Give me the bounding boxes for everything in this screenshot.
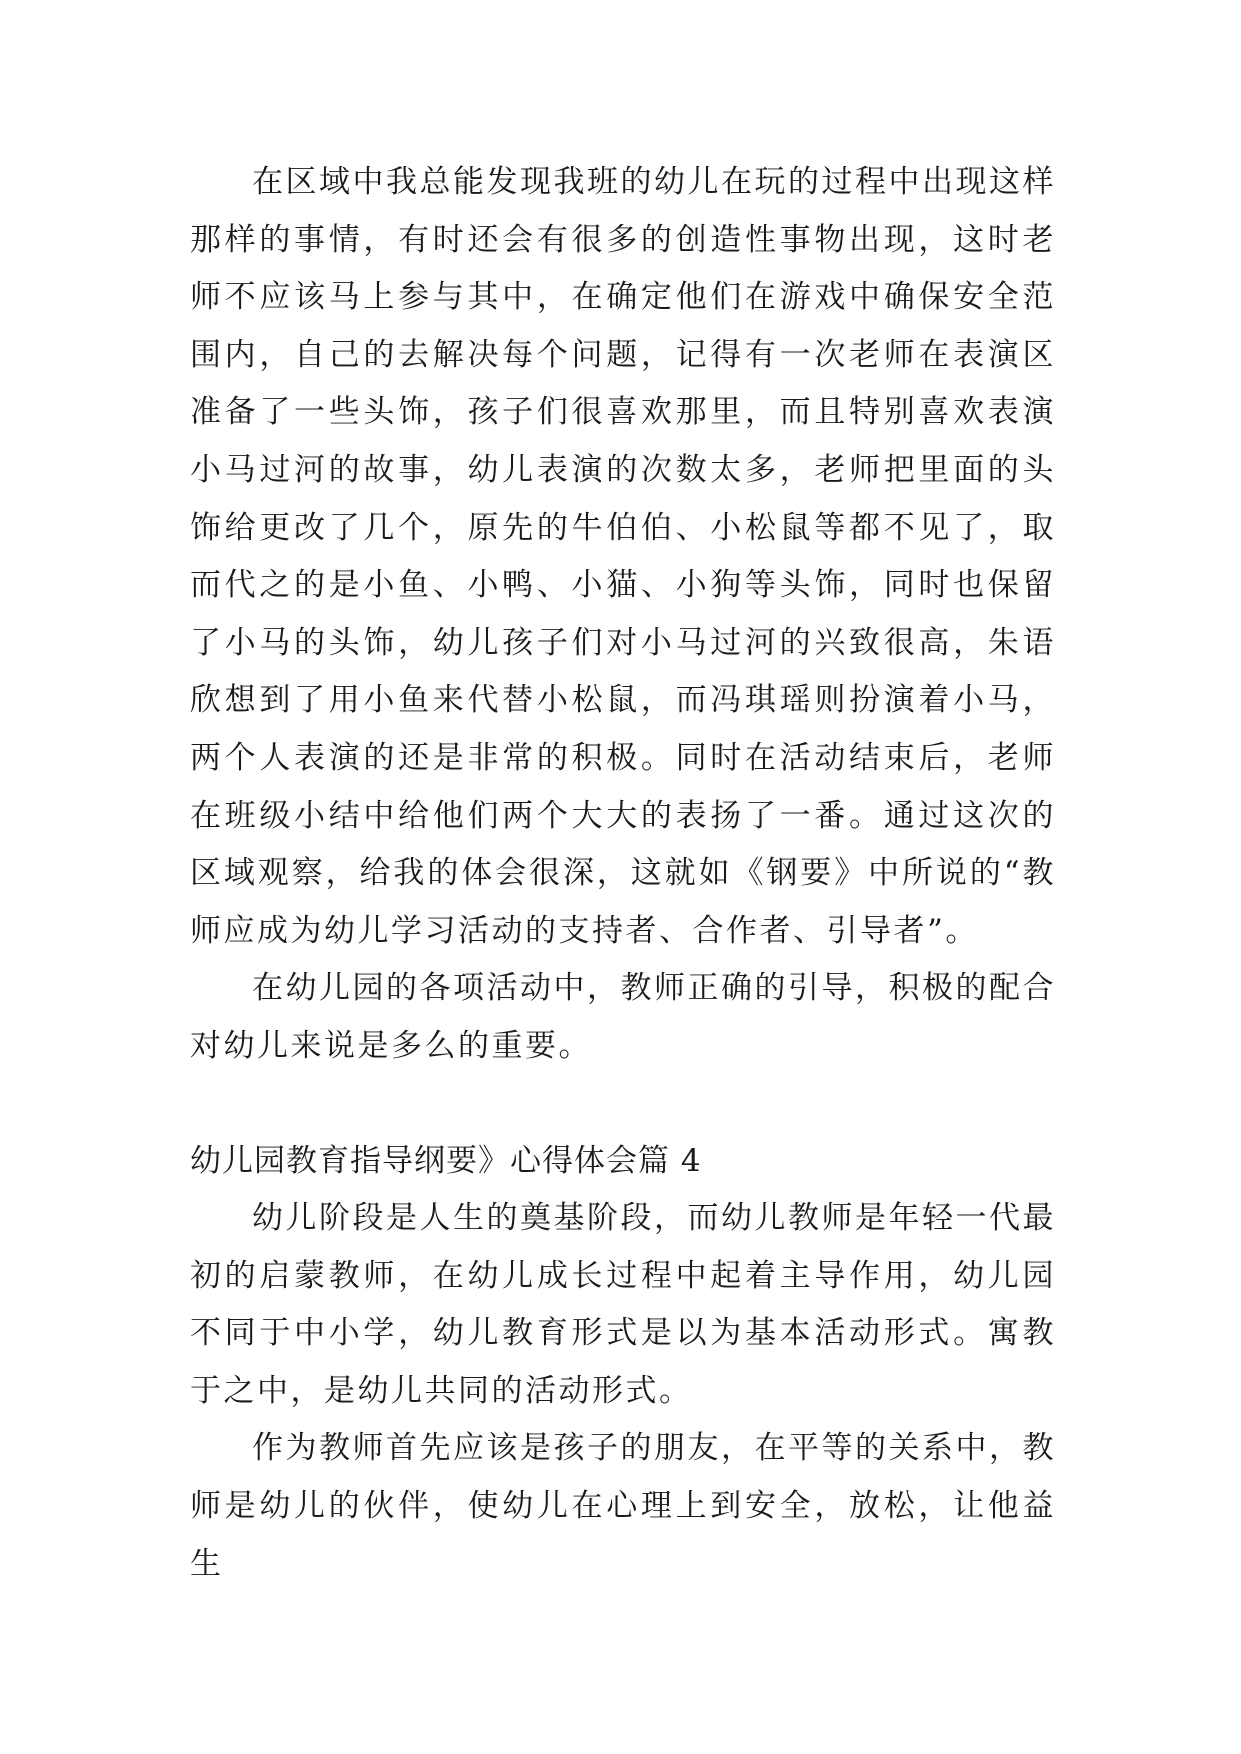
paragraph: 幼儿阶段是人生的奠基阶段，而幼儿教师是年轻一代最初的启蒙教师，在幼儿成长过程中起着主导作用，幼儿园不同于中小学，幼儿教育形式是以为基本活动形式。寓教于之中，是幼儿共同的活动形式。 [190,1200,1056,1409]
paragraph: 作为教师首先应该是孩子的朋友，在平等的关系中，教师是幼儿的伙伴，使幼儿在心理上到安全，放松，让他益生 [190,1430,1056,1582]
document-body [190,154,1056,1593]
paragraph: 在幼儿园的各项活动中，教师正确的引导，积极的配合对幼儿来说是多么的重要。 [190,970,1056,1064]
paragraph: 在区域中我总能发现我班的幼儿在玩的过程中出现这样那样的事情，有时还会有很多的创造性事物出现，这时老师不应该马上参与其中，在确定他们在游戏中确保安全范围内，自己的去解决每个问题，记得有一次老师在表演区准备了一些头饰，孩子们很喜欢那里，而且特别喜欢表演小马过河的故事，幼儿表演的次数太多，老师把里面的头饰给更改了几个，原先的牛伯伯、小松鼠等都不见了，取而代之的是小鱼、小鸭、小猫、小狗等头饰，同时也保留了小马的头饰，幼儿孩子们对小马过河的兴致很高，朱语欣想到了用小鱼来代替小松鼠，而冯琪瑶则扮演着小马，两个人表演的还是非常的积极。同时在活动结束后，老师在班级小结中给他们两个大大的表扬了一番。通过这次的区域观察，给我的体会很深，这就如《钢要》中所说的“教师应成为幼儿学习活动的支持者、合作者、引导者”。 [190,164,1056,949]
section-heading: 幼儿园教育指导纲要》心得体会篇 4 [190,1142,702,1179]
